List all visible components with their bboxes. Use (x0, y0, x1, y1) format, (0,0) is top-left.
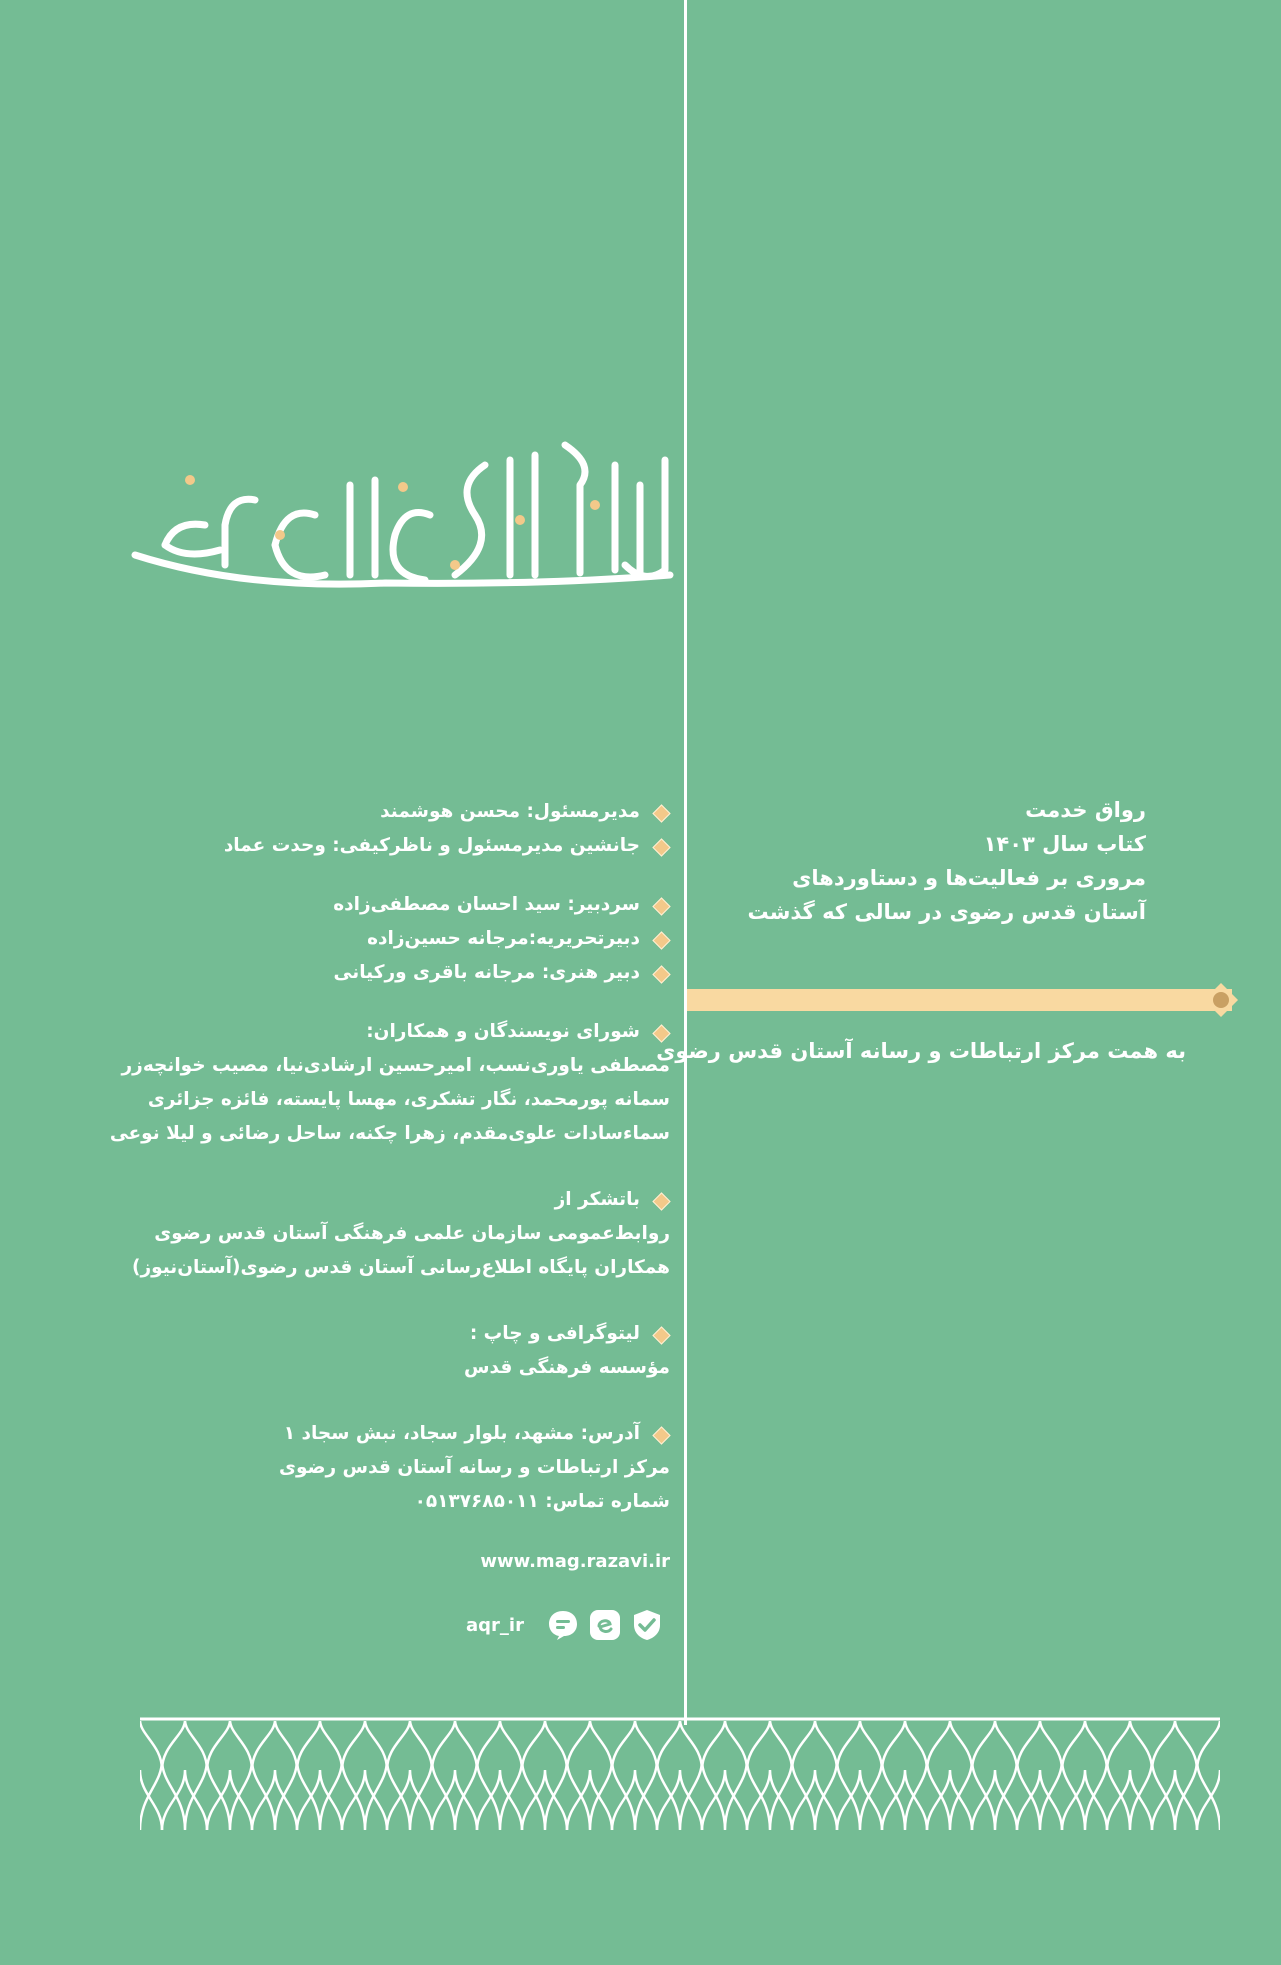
social-handle[interactable]: aqr_ir (466, 1614, 524, 1636)
writers-line: مصطفی یاوری‌نسب، امیرحسین ارشادی‌نیا، مصیب خوانچه‌زر (121, 1055, 670, 1076)
credits-column (109, 795, 670, 1572)
writers-line: سماءسادات علوی‌مقدم، زهرا چکنه، ساحل رضائی و لیلا نوعی (109, 1123, 670, 1144)
writers-list (109, 1049, 670, 1151)
printing-title: لیتوگرافی و چاپ : (469, 1323, 640, 1344)
bullet-diamond-icon (652, 804, 670, 822)
arch-pattern-border (140, 1715, 1220, 1830)
book-year: کتاب سال ۱۴۰۳ (983, 832, 1146, 856)
credit-entry (140, 922, 670, 956)
gold-divider-bar (687, 989, 1232, 1011)
bullet-diamond-icon (652, 1192, 670, 1210)
bullet-diamond-icon (652, 838, 670, 856)
director-line: مدیرمسئول: محسن هوشمند (380, 801, 640, 822)
series-title: رواق خدمت (1025, 798, 1146, 822)
bullet-diamond-icon (652, 1426, 670, 1444)
thanks-list (132, 1217, 670, 1285)
printing-name: مؤسسه فرهنگی قدس (464, 1357, 670, 1378)
bullet-diamond-icon (652, 931, 670, 949)
bullet-diamond-icon (652, 1326, 670, 1344)
art-director-line: دبیر هنری: مرجانه باقری ورکیانی (333, 962, 640, 983)
shield-check-icon[interactable] (630, 1608, 664, 1642)
thanks-title: باتشکر از (554, 1189, 640, 1210)
editorial-secretary-line: دبیرتحریریه:مرجانه حسین‌زاده (367, 928, 640, 949)
credit-entry (140, 1417, 670, 1451)
website-link[interactable]: www.mag.razavi.ir (480, 1551, 670, 1572)
editor-in-chief-line: سردبیر: سید احسان مصطفی‌زاده (333, 894, 640, 915)
thanks-line: روابط‌عمومی سازمان علمی فرهنگی آستان قدس رضوی (154, 1223, 670, 1244)
writers-line: سمانه پورمحمد، نگار تشکری، مهسا پایسته، فائزه جزائری (147, 1089, 670, 1110)
gold-ornament-end (1203, 982, 1239, 1018)
credit-entry (140, 795, 670, 829)
credit-entry (140, 1317, 670, 1351)
eitaa-icon[interactable] (588, 1608, 622, 1642)
writers-title: شورای نویسندگان و همکاران: (366, 1021, 640, 1042)
credit-entry (140, 888, 670, 922)
credit-entry (140, 1015, 670, 1049)
printing-info (140, 1351, 670, 1385)
subtitle-line-2: آستان قدس رضوی در سالی که گذشت (747, 900, 1146, 924)
credit-entry (140, 956, 670, 990)
support-credit: به همت مرکز ارتباطات و رسانه آستان قدس رضوی (656, 1039, 1186, 1063)
publication-info (706, 793, 1146, 929)
thanks-line: همکاران پایگاه اطلاع‌رسانی آستان قدس رضوی(آستان‌نیوز) (132, 1257, 670, 1278)
address-details (140, 1451, 670, 1519)
chat-bubble-icon[interactable] (546, 1608, 580, 1642)
bullet-diamond-icon (652, 897, 670, 915)
basmala-calligraphy (125, 425, 680, 610)
bullet-diamond-icon (652, 1024, 670, 1042)
credit-entry (140, 829, 670, 863)
address-line: آدرس: مشهد، بلوار سجاد، نبش سجاد ۱ (283, 1423, 640, 1444)
bullet-diamond-icon (652, 965, 670, 983)
social-row (466, 1608, 664, 1642)
phone-line: شماره تماس: ۰۵۱۳۷۶۸۵۰۱۱ (414, 1491, 670, 1512)
address-org: مرکز ارتباطات و رسانه آستان قدس رضوی (279, 1457, 670, 1478)
deputy-line: جانشین مدیرمسئول و ناظرکیفی: وحدت عماد (223, 835, 640, 856)
vertical-divider-line (684, 0, 687, 1725)
credit-entry (140, 1183, 670, 1217)
subtitle-line-1: مروری بر فعالیت‌ها و دستاوردهای (792, 866, 1146, 890)
